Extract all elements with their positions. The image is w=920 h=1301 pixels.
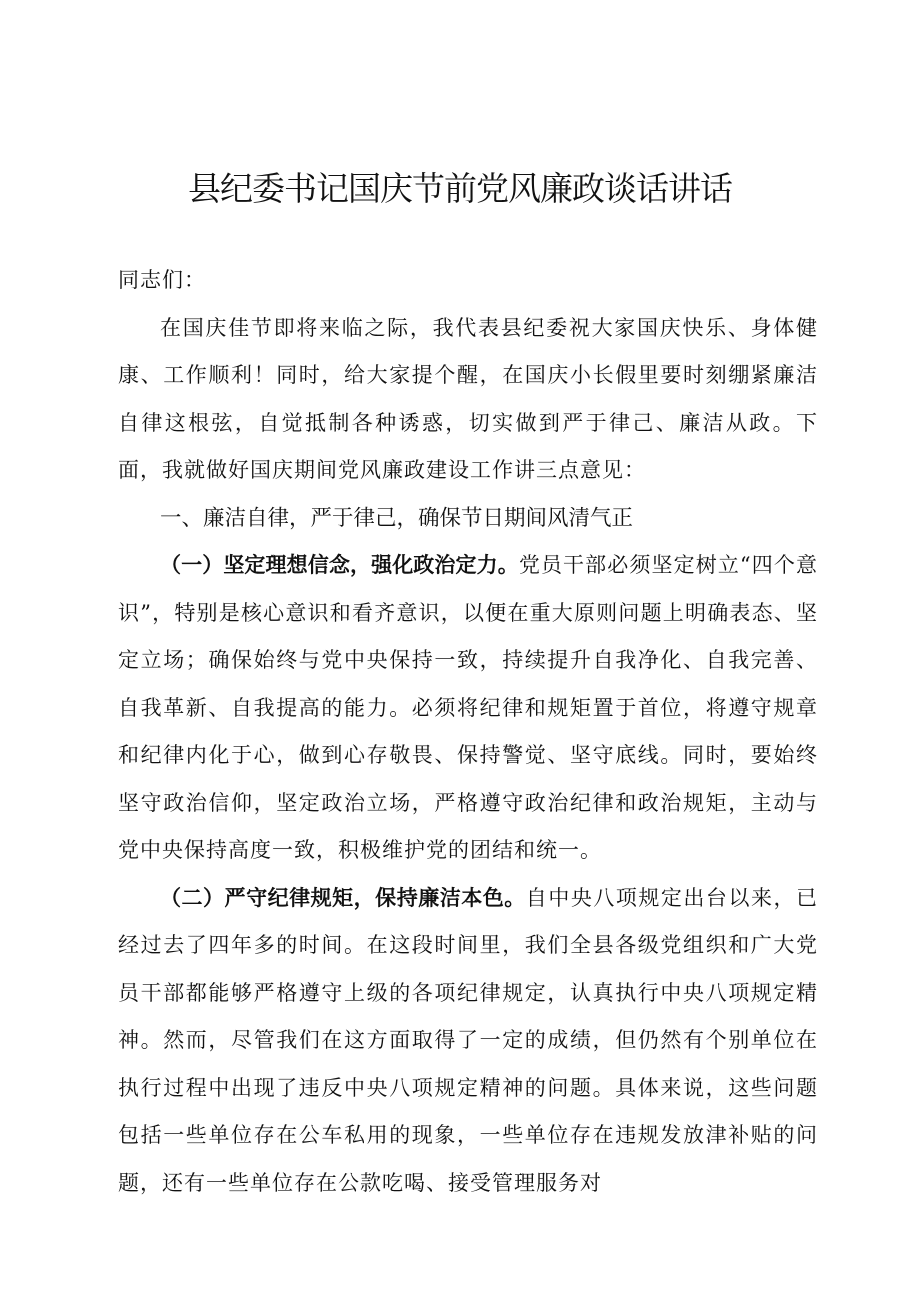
document-title: 县纪委书记国庆节前党风廉政谈话讲话 — [188, 169, 732, 208]
salutation: 同志们： — [118, 268, 206, 292]
paragraph-2 — [118, 875, 818, 1208]
paragraph-2-text: 自中央八项规定出台以来，已经过去了四年多的时间。在这段时间里，我们全县各级党组织和广大党员干部都能够严格遵守上级的各项纪律规定，认真执行中央八项规定精神。然而，尽管我们在这方面取得了一定的成绩，但仍然有个别单位在执行过程中出现了违反中央八项规定精神的问题。具体来说，这些问题包括一些单位存在公车私用的现象，一些单位存在违规发放津补贴的问题，还有一些单位存在公款吃喝、接受管理服务对 — [118, 885, 819, 1195]
paragraph-1-lead: （一）坚定理想信念，强化政治定力。 — [160, 553, 519, 577]
intro-paragraph: 在国庆佳节即将来临之际，我代表县纪委祝大家国庆快乐、身体健康、工作顺利！同时，给大家提个醒，在国庆小长假里要时刻绷紧廉洁自律这根弦，自觉抵制各种诱惑，切实做到严于律己、廉洁从政。下面，我就做好国庆期间党风廉政建设工作讲三点意见： — [118, 315, 818, 482]
document-body — [118, 257, 818, 1207]
paragraph-2-lead: （二）严守纪律规矩，保持廉洁本色。 — [160, 885, 526, 910]
section-heading-1: 一、廉洁自律，严于律己，确保节日期间风清气正 — [160, 505, 634, 531]
paragraph-1 — [118, 542, 818, 875]
paragraph-1-text: 党员干部必须坚定树立“四个意识”，特别是核心意识和看齐意识，以便在重大原则问题上明确表态、坚定立场；确保始终与党中央保持一致，持续提升自我净化、自我完善、自我革新、自我提高的能力。必须将纪律和规矩置于首位，将遵守规章和纪律内化于心，做到心存敬畏、保持警觉、坚守底线。同时，要始终坚守政治信仰，坚定政治立场，严格遵守政治纪律和政治规矩，主动与党中央保持高度一致，积极维护党的团结和统一。 — [118, 553, 818, 862]
